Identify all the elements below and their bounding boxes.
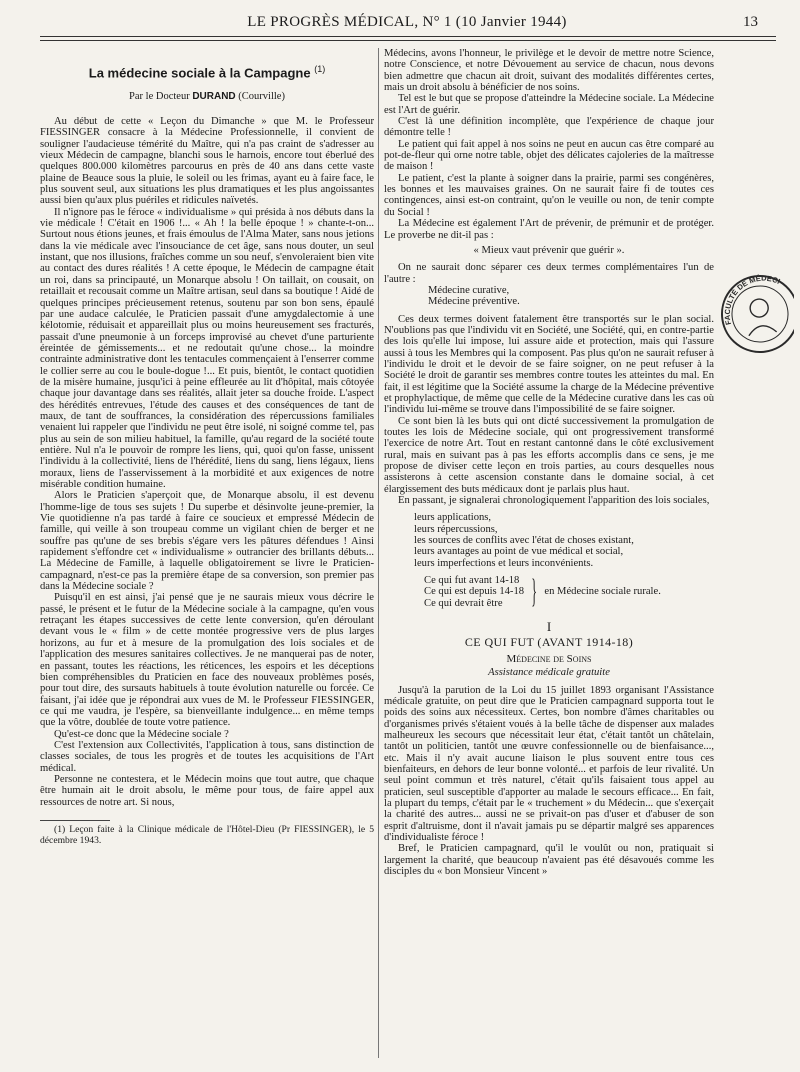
timeline-block — [384, 575, 714, 609]
paragraph: Tel est le but que se propose d'atteindre la Médecine sociale. La Médecine est l'Art de guérir. — [384, 93, 714, 116]
list-item: leurs répercussions, — [414, 523, 498, 535]
paragraph: Le patient qui fait appel à nos soins ne peut en aucun cas être comparé au pot-de-fleur qui orne notre table, objet des délicates cajoleries de la maîtresse de maison ! — [384, 138, 714, 173]
section-subtitle: Médecine de Soins — [506, 652, 592, 665]
paragraph: Alors le Praticien s'aperçoit que, de Monarque absolu, il est devenu l'homme-lige de tous ses sujets ! Du superbe et désinvolte jeune-premier, la Vie quotidienne n'a pas tardé à faire ce soucieux et empressé Médecin de famille, qui veille à son troupeau comme un vigilant chien de berger et ne souffre pas qu'une de ses brebis s'égare vers les pâtures défendues ! Ainsi rapidement s'effondre cet « individualisme » outrancier des brillants débuts... La Médecine de Famille, à laquelle obligatoirement se livre le Praticien-campagnard, n'est-ce pas la première étape de sa conversion, son premier pas dans la Médecine sociale ? — [40, 490, 374, 593]
paragraph: La Médecine est également l'Art de prévenir, de prémunir et de protéger. Le proverbe ne dit-il pas : — [384, 218, 714, 241]
title-footnote-mark: (1) — [314, 64, 326, 74]
term-curative: Médecine curative, — [428, 284, 510, 296]
column-divider — [378, 48, 379, 1058]
list-item: leurs imperfections et leurs inconvénients. — [414, 557, 594, 569]
author-name: DURAND — [192, 90, 236, 102]
section-subheading: Assistance médicale gratuite — [488, 667, 610, 679]
brace-glyph: } — [531, 573, 538, 611]
footnote: (1) Leçon faite à la Clinique médicale de l'Hôtel-Dieu (Pr FIESSINGER), le 5 décembre 1943. — [40, 823, 374, 846]
paragraph: Jusqu'à la parution de la Loi du 15 juillet 1893 organisant l'Assistance médicale gratuite, on peut dire que le Praticien campagnard supporta tout le poids des soins aux nécessiteux. Certes, bon nombre d'âmes charitables ou d'organismes privés s'étaient voués à la belle tâche de dispenser aux malades malheureux les secours que nécessitait leur état, c'était tantôt un châtelain, tantôt un politicien, tantôt une œuvre confessionnelle ou de bienfaisance..., etc. Mais il n'y avait aucune liaison le plus souvent entre tous ces bienfaiteurs, en dehors de leur bonne volonté... et parfois de leur rivalité. Un seul point commun et très naturel, c'était qu'ils faisaient tous appel au praticien, seul susceptible d'apporter au malade le secours efficace... En fait, la plupart du temps, c'était par le « truchement » du Médecin... que s'exerçait la charité des autres... aussi ne se privait-on pas d'user et d'abuser de son esprit d'altruisme, dont il n'avait jamais pu se départir malgré ses apparences d'individualiste féroce ! — [384, 684, 714, 843]
paragraph: On ne saurait donc séparer ces deux termes complémentaires l'un de l'autre : — [384, 262, 714, 285]
left-column — [40, 48, 374, 846]
paragraph: C'est l'extension aux Collectivités, l'application à tous, sans distinction de classes sociales, de tous les progrès et de toutes les acquisitions de l'Art médical. — [40, 739, 374, 774]
paragraph: Le patient, c'est la plante à soigner dans la prairie, parmi ses congénères, les bonnes et les mauvaises graines. On ne saurait faire fi de toutes ces contingences, ainsi est-on contraint, qu'on le veuille ou non, de tenir compte du Social ! — [384, 172, 714, 218]
timeline-line: Ce qui devrait être — [424, 597, 503, 609]
page-header — [42, 10, 772, 44]
section-title: CE QUI FUT (AVANT 1914-18) — [464, 634, 634, 649]
author-place: (Courville) — [238, 90, 285, 102]
paragraph: Puisqu'il en est ainsi, j'ai pensé que je ne saurais mieux vous décrire le passé, le présent et le futur de la Médecine sociale à la campagne, qu'en vous retraçant les étapes successives de cette lente conversion, qu'en déroulant devant vous le « film » de cette montée progressive vers de plus larges horizons, au fur et à mesure de la promulgation des lois sociales et de l'application des mesures sanitaires collectives. Je ne manquerai pas de noter, en passant, toutes les réactions, les réticences, les espoirs et les déceptions bien compréhensibles du Praticien en face des nouveaux problèmes posés, pour tout dire, des sursauts habituels à toute évolution naturelle ou forcée. Ce faisant, j'ai idée que je répondrai aux vues de M. le Professeur FIESSINGER, ce qui me vaudra, je l'espère, sa bienveillante indulgence... en même temps que la vôtre, doublée de toute votre patience. — [40, 592, 374, 729]
timeline-line: Ce qui fut avant 14-18 — [424, 575, 520, 587]
list-item: leurs applications, — [414, 512, 492, 524]
paragraph: C'est là une définition incomplète, que l'expérience de chaque jour démontre telle ! — [384, 116, 714, 139]
header-rule-thin — [40, 40, 776, 41]
timeline-line: Ce qui est depuis 14-18 — [424, 586, 525, 598]
paragraph: Qu'est-ce donc que la Médecine sociale ? — [54, 728, 229, 740]
stamp-seal-icon — [716, 258, 794, 358]
footnote-rule — [40, 820, 110, 821]
paragraph: Ce sont bien là les buts qui ont dicté successivement la promulgation de toutes les lois de Médecine sociale, qui ont progressivement transformé l'exercice de notre Art. Tout en restant cantonné dans le côté exclusivement rural, mais en suivant pas à pas les efforts accomplis dans ce sens, je me propose de diviser cette leçon en trois parties, au cours desquelles nous assisterons à cette ascension constante dans le domaine social, à cet élargissement des buts médicaux dont je parlais plus haut. — [384, 415, 714, 495]
right-column — [384, 48, 714, 877]
page-number: 13 — [743, 14, 758, 30]
paragraph: En passant, je signalerai chronologiquement l'apparition des lois sociales, — [398, 495, 710, 507]
svg-text:FACULTÉ DE MÉDECINE: FACULTÉ DE MÉDECINE — [722, 273, 782, 326]
list-item: les sources de conflits avec l'état de choses existant, — [414, 535, 634, 547]
paragraph: Ces deux termes doivent fatalement être transportés sur le plan social. N'oublions pas que l'individu vit en Société, une Société, qui, en contre-partie des lois qu'elle lui impose, lui assure aide et protection, mais qui l'assure aussi à tous les Membres qui la composent. Pas plus qu'on ne saurait refuser à l'individu le droit et le devoir de se faire soigner, on ne peut refuser à la Société le droit de garantir ses membres contre toutes les atteintes du mal. En fait, il est légitime que la Société assume la charge de la Médecine préventive et prophylactique, de même que celle de la Médecine curative dans les cas où l'individu lui-même se trouve dans l'impossibilité de se faire soigner. — [384, 313, 714, 416]
paragraph: Bref, le Praticien campagnard, qu'il le voulût ou non, pratiquait si largement la charité, que beaucoup n'avaient pas été désavoués comme les disciples du « bon Monsieur Vincent » — [384, 843, 714, 878]
article-title: La médecine sociale à la Campagne $^{(1)}$ — [88, 64, 326, 81]
header-rule — [40, 36, 776, 37]
paragraph: Il n'ignore pas le féroce « individualisme » qui présida à nos débuts dans la vie médicale ! C'était en 1906 !... « Ah ! la belle époque ! » chante-t-on... Surtout nous étions jeunes, et frais émoulus de l'Alma Mater, sans nous jetions dans la vie médicale avec l'insouciance de cet âge, sans nous douter, un seul instant, que nos illusions, fraîches comme un sou neuf, s'envoleraient bien vite au contact des dures réalités ! A cette époque, le Médecin de campagne était un roi, dans sa principauté, un Monarque absolu ! On taillait, on cousait, on retaillait et recousait comme un Maître artisan, seul dans sa boutique ! Aidé de quelques principes précieusement retenus, soutenu par son bon sens, épaulé par une audace calculée, le Praticien passait d'une amygdalectomie à une kélotomie, réduisait et appareillait plus ou moins heureusement ses fracturés, passait d'une pneumonie à un forceps improvisé au chevet d'une parturiente éreintée de gémissements... et ne redoutait qu'une chose... la moindre contrainte administrative dont les tentacules commençaient à l'enserrer comme le collier serre au cou le boule-dogue !... Et puis, bientôt, le contact quotidien de la misère humaine, jusqu'ici à peine effleurée au lit d'hôpital, mais côtoyée chaque jour davantage dans ses réalités, allait jeter sa douche froide. L'aspect des hérédités entrevues, l'étude des causes et des conséquences de tant de maux, de tant de souffrances, la considération des répercussions familiales venaient lui rappeler que l'individu ne peut être isolé, ni soigné comme tel, pas plus au sein de son milieu habituel, la famille, qu'au regard de la société toute entière. Nul n'a le pouvoir de rompre les liens, qui, quoi qu'on fasse, unissent l'individu à la collectivité, liens de l'hérédité, liens du sang, liens légaux, liens moraux, liens de l'asservissement à la morbidité et aux exigences de notre misérable condition humaine. — [40, 206, 374, 491]
timeline-suffix: en Médecine sociale rurale. — [544, 586, 661, 598]
proverb: « Mieux vaut prévenir que guérir ». — [473, 244, 625, 256]
paragraph: Au début de cette « Leçon du Dimanche » que M. le Professeur FIESSINGER consacre à la Médecine Professionnelle, il convient de souligner l'audacieuse témérité du Maître, qui n'a pas craint de s'adresser au vieux Médecin de campagne, blanchi sous le harnois, encore tout éberlué des quelques 800.000 kilomètres parcourus en près de 40 ans dans cette vaste plaine de Beauce sous la pluie, le soleil ou les frimas, ayant eu à faire face, le plus souvent seul, aux situations les plus dramatiques et les plus angoissantes aussi bien qu'aux plus puériles et ridicules naïvetés. — [40, 116, 374, 207]
library-stamp — [716, 258, 794, 368]
paragraph: Médecins, avons l'honneur, le privilège et le devoir de mettre notre Science, notre Conscience, et notre Dévouement au service de chacun, nous devons bien admettre que chacun ait droit, suivant des modalités différentes certes, mais un droit absolu à bénéficier de nos soins. — [384, 48, 714, 94]
list-item: leurs avantages au point de vue médical et social, — [414, 546, 624, 558]
section-number: I — [546, 619, 552, 635]
consequence-list — [384, 512, 714, 569]
byline: Par le Docteur DURAND (Courville) — [129, 90, 285, 102]
paragraph: Personne ne contestera, et le Médecin moins que tout autre, que chaque être humain ait le droit absolu, le même pour tous, de faire appel aux ressources de notre art. Si nous, — [40, 773, 374, 808]
journal-title: LE PROGRÈS MÉDICAL, N° 1 (10 Janvier 1944) — [247, 14, 567, 30]
term-preventive: Médecine préventive. — [428, 296, 520, 308]
